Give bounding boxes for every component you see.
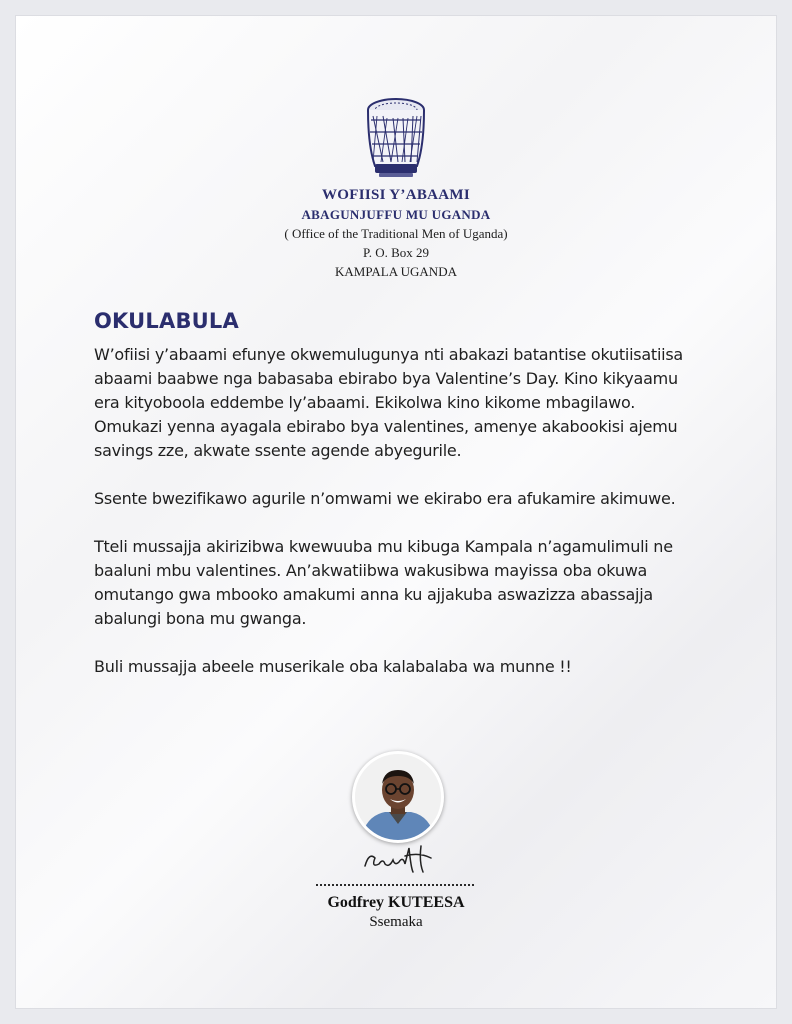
signature-line [316,884,474,886]
letter-heading: OKULABULA [94,309,239,333]
letter-paragraph: Buli mussajja abeele muserikale oba kalabalaba wa munne !! [94,657,572,676]
signatory-photo [352,751,444,843]
office-city: KAMPALA UGANDA [335,264,457,279]
letterhead [16,186,776,281]
signatory-block [16,892,776,932]
letter-paragraph: W’ofiisi y’abaami efunye okwemulugunya nti abakazi batantise okutiisatiisa abaami baabwe nga babasaba ebirabo bya Valentine’s Day. Kino kikyaamu era kityoboola eddembe ly’abaami. Ekikolwa kino kikome mbagilawo. Omukazi yenna ayagala ebirabo bya valentines, amenye akabookisi ajemu savings zze, akwate ssente agende abyegurile. [94,345,683,460]
drum-emblem-icon [365,96,427,180]
letter-page [16,16,776,1008]
office-english-name: ( Office of the Traditional Men of Uganda) [284,226,508,241]
office-title: WOFIISI Y’ABAAMI [321,187,470,203]
letter-body [94,343,706,703]
signatory-role: Ssemaka [369,914,423,930]
signature-icon [361,838,441,878]
portrait-icon [355,754,441,840]
letter-paragraph: Tteli mussajja akirizibwa kwewuuba mu kibuga Kampala n’agamulimuli ne baaluni mbu valentines. An’akwatiibwa wakusibwa mayissa oba okuwa omutango gwa mbooko amakumi anna ku ajjakuba aswazizza abassajja abalungi bona mu gwanga. [94,537,673,628]
office-subtitle: ABAGUNJUFFU MU UGANDA [301,207,491,222]
office-po-box: P. O. Box 29 [362,245,430,260]
signatory-name: Godfrey KUTEESA [327,894,465,911]
letter-paragraph: Ssente bwezifikawo agurile n’omwami we ekirabo era afukamire akimuwe. [94,489,676,508]
